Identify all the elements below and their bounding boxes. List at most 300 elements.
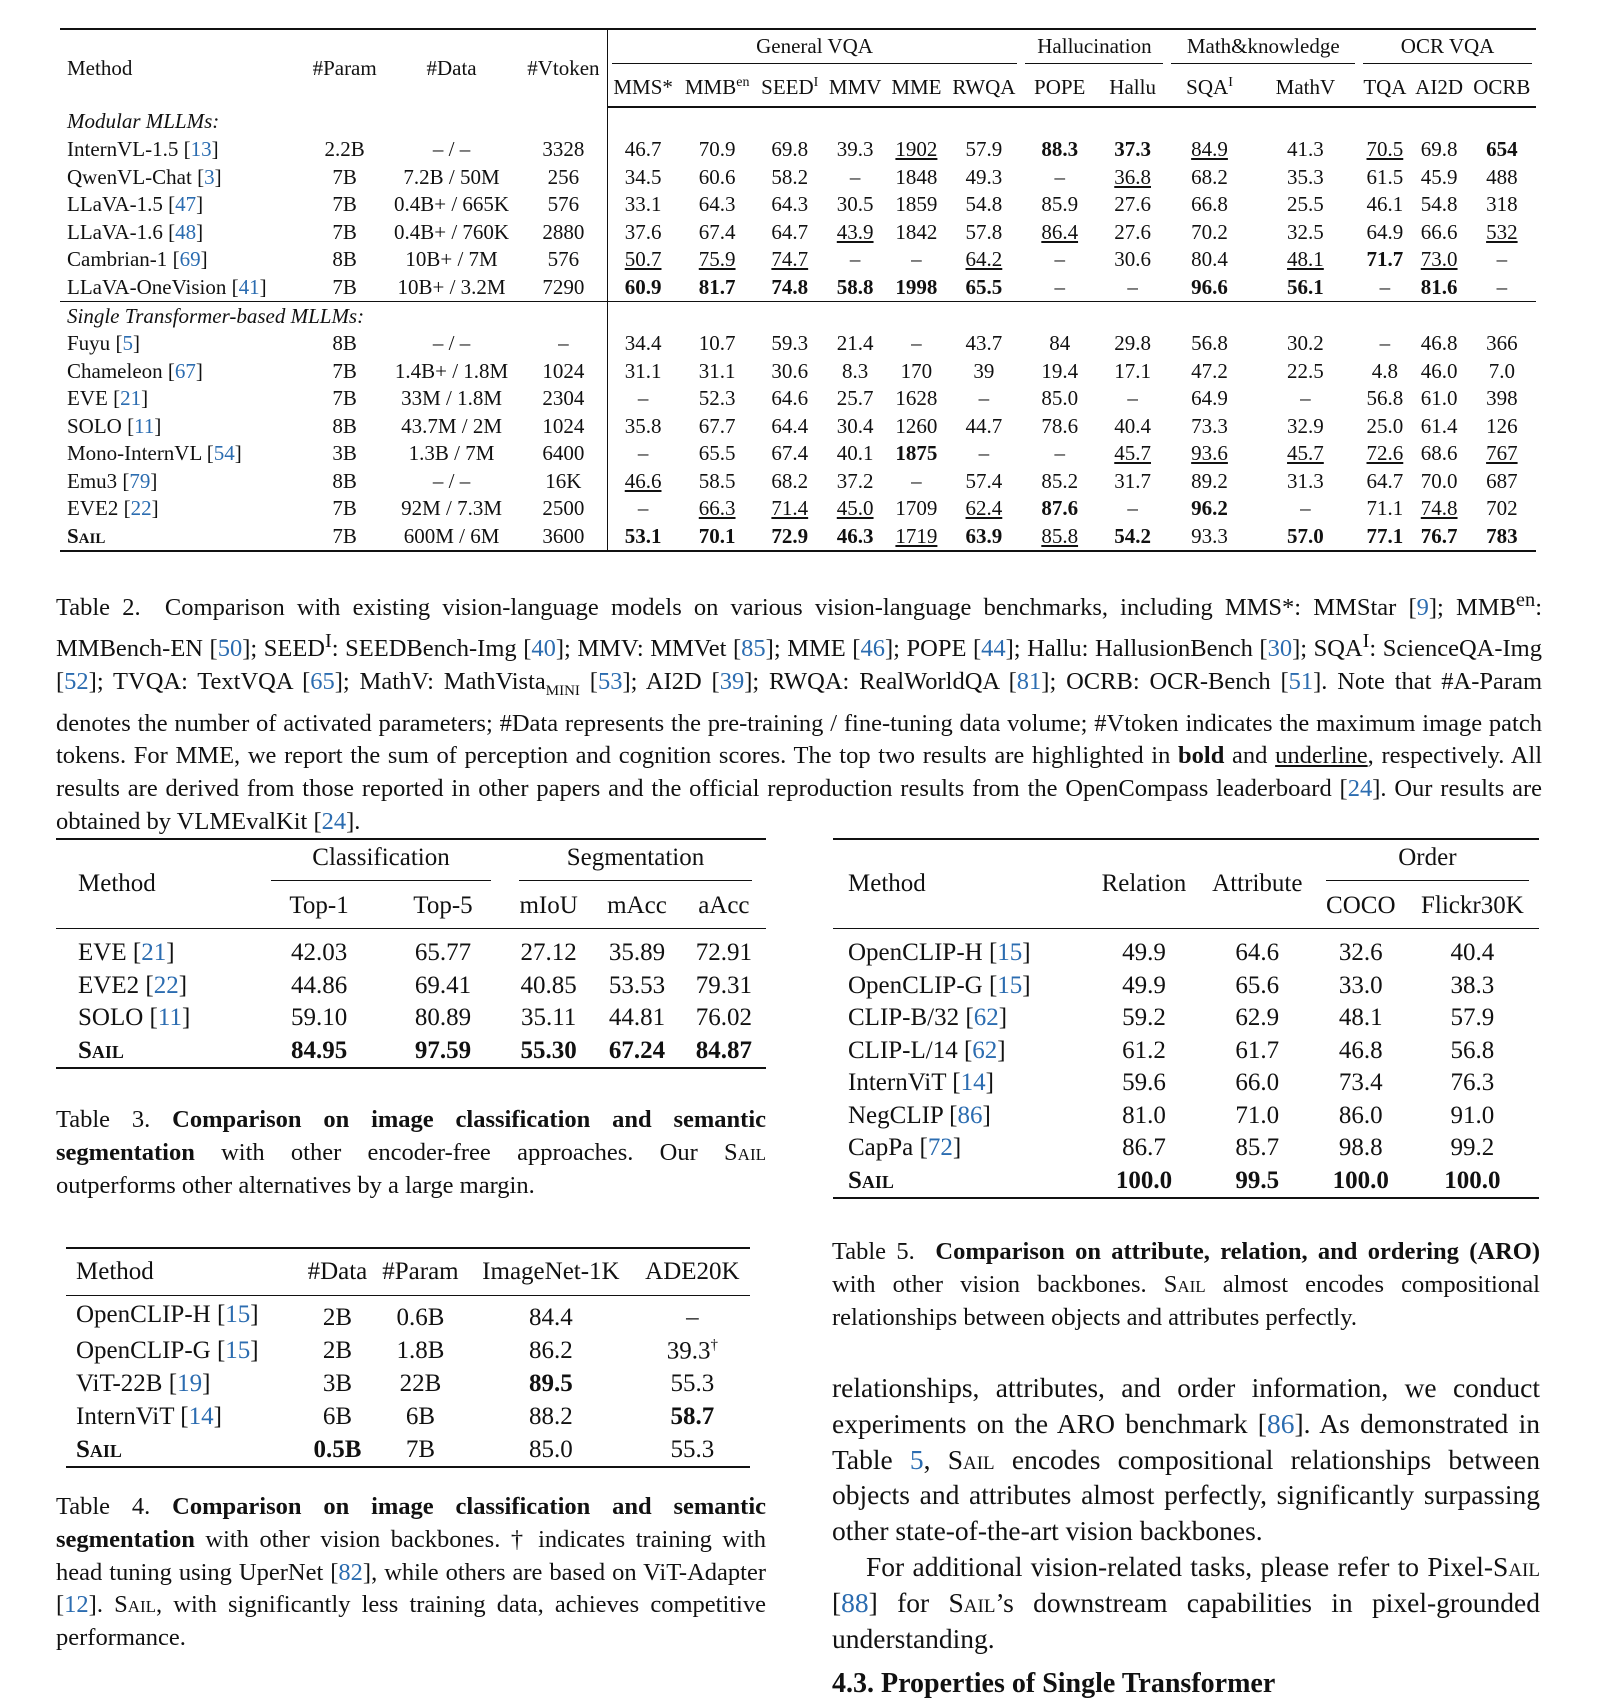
table-4-col-header: #Param (382, 1258, 459, 1285)
table-2-caption: Table 2. Comparison with existing vision-language models on various vision-language benchmarks, including MMS*: MMStar [9]; $MMB^{en}$: MMBench-EN [50]; $SEED^I$: SEEDBench-Img [40]; MMV: MMVet [85]; MME [46]; POPE [44]; Hallu: HallusionBench [30]; $SQA^I$: ScienceQA-Img [52]; TVQA: TextVQA [65]; MathV: MathVista$_{MINI}$ [53]; AI2D [39]; RWQA: RealWorldQA [81]; OCRB: OCR-Bench [51]. Note that #A-Param denotes the number of activated parameters; #Data represents the pre-training / fine-tuning data volume; #Vtoken indicates the maximum image patch tokens. For MME, we report the sum of perception and cognition scores. The top two results are highlighted in bold and underline, respectively. All results are derived from those reported in other papers and the official reproduction results from the OpenCompass leaderboard [24]. Our results are obtained by VLMEvalKit [24]. (56, 589, 1543, 835)
score-cell: 91.0 (1450, 1101, 1495, 1129)
table-2-benchmark-header: MathV (1252, 68, 1359, 107)
score-cell: 84.9 (1191, 137, 1228, 162)
score-cell: 39.3† (666, 1337, 718, 1365)
score-cell: 67.7 (698, 413, 736, 438)
score-cell: 44.86 (290, 971, 348, 999)
table-row (56, 1035, 766, 1069)
model-name: LLaVA-OneVision (67, 274, 232, 299)
score-cell: 61.4 (1420, 413, 1458, 438)
score-cell: – (911, 331, 922, 356)
table-row (60, 523, 1536, 552)
score-cell: 45.0 (836, 496, 874, 521)
score-cell: 45.7 (1287, 441, 1324, 466)
score-cell: 55.3 (670, 1369, 715, 1397)
score-cell: 54.8 (1420, 192, 1458, 217)
method-cell: SOLO [11] (67, 413, 162, 438)
score-cell: 84 (1049, 331, 1071, 356)
model-name: Mono-InternVL (67, 441, 207, 466)
score-cell: 36.8 (1114, 164, 1151, 189)
data-cell: 33M / 1.8M (401, 386, 503, 411)
score-cell: 75.9 (698, 247, 736, 272)
score-cell: 86.7 (1122, 1134, 1166, 1162)
score-cell: 42.03 (290, 939, 348, 967)
section-heading: 4.3. Properties of Single Transformer (832, 1668, 1276, 1699)
method-cell: EVE2 [22] (78, 971, 188, 999)
method-cell: ViT-22B [19] (76, 1369, 211, 1397)
score-cell: 100.0 (1444, 1166, 1501, 1194)
table-2-section-title (60, 107, 1536, 136)
body-paragraph: relationships, attributes, and order information, we conduct experiments on the ARO benchmark [86]. As demonstrated in Table 5, Sail encodes compositional relationships between objects and attributes almost perfectly, significantly surpassing other state-of-the-art vision backbones. (832, 1372, 1541, 1547)
score-cell: 84.95 (290, 1036, 348, 1064)
model-name: Emu3 (67, 468, 123, 493)
score-cell: 88.2 (529, 1402, 573, 1430)
score-cell: 22.5 (1287, 358, 1324, 383)
score-cell: 61.0 (1420, 386, 1458, 411)
model-name: OpenCLIP-H (76, 1301, 217, 1329)
method-cell: Emu3 [79] (67, 468, 158, 493)
method-cell: Cambrian-1 [69] (67, 247, 208, 272)
score-cell: 85.2 (1041, 468, 1079, 493)
table-row (60, 495, 1536, 523)
table-3-header-row-1 (56, 839, 766, 884)
table-3 (56, 838, 766, 1069)
param-cell: 7B (332, 219, 357, 244)
score-cell: 59.2 (1122, 1004, 1166, 1032)
score-cell: 19.4 (1041, 358, 1079, 383)
table-row (60, 330, 1536, 358)
table-row (60, 246, 1536, 274)
score-cell: 85.0 (529, 1435, 573, 1463)
score-cell: 59.6 (1122, 1069, 1166, 1097)
data-cell: 43.7M / 2M (401, 413, 503, 438)
score-cell: 72.91 (695, 939, 752, 967)
table-2-group-header: General VQA (607, 29, 1021, 68)
vtoken-cell: 256 (547, 164, 580, 189)
table-row (833, 1067, 1539, 1100)
score-cell: 57.0 (1252, 523, 1359, 552)
score-cell: 1842 (895, 219, 938, 244)
score-cell: 68.2 (1191, 164, 1228, 189)
score-cell: 54.8 (965, 192, 1003, 217)
score-cell: 88.3 (1041, 137, 1079, 162)
citation: 22 (130, 496, 152, 521)
table-5-col-header: Flickr30K (1421, 892, 1524, 919)
score-cell: 43.7 (965, 331, 1003, 356)
score-cell: 40.4 (1450, 939, 1495, 967)
score-cell: 93.3 (1167, 523, 1251, 552)
table-4-caption: Table 4. Comparison on image classification and semantic segmentation with other vision backbones. † indicates training with head tuning using UperNet [82], while others are based on ViT-Adapter [12]. Sail, with significantly less training data, achieves competitive performance. (56, 1493, 766, 1652)
score-cell: 73.0 (1420, 247, 1458, 272)
model-name: EVE2 (67, 496, 124, 521)
data-cell: 10B+ / 7M (405, 247, 498, 272)
score-cell: 43.9 (836, 219, 874, 244)
table-row (833, 970, 1539, 1003)
score-cell: 72.6 (1366, 441, 1404, 466)
score-cell: 99.2 (1450, 1134, 1495, 1162)
table-5-group-header: Order (1316, 839, 1539, 884)
score-cell: 33.0 (1338, 971, 1383, 999)
score-cell: 60.6 (698, 164, 736, 189)
score-cell: 93.6 (1191, 441, 1228, 466)
score-cell: 63.9 (946, 523, 1021, 552)
score-cell: 56.8 (1191, 331, 1228, 356)
score-cell: 87.6 (1041, 496, 1079, 521)
score-cell: 65.77 (414, 939, 472, 967)
score-cell: 532 (1486, 219, 1518, 244)
score-cell: 70.2 (1191, 219, 1228, 244)
score-cell: 40.1 (836, 441, 874, 466)
score-cell: 687 (1486, 468, 1518, 493)
table-5 (833, 838, 1539, 1199)
model-name: NegCLIP (848, 1101, 950, 1129)
citation: 14 (188, 1402, 214, 1430)
score-cell: 40.4 (1114, 413, 1151, 438)
score-cell: 4.8 (1371, 358, 1399, 383)
score-cell: 6B (322, 1402, 353, 1430)
score-cell: 31.3 (1287, 468, 1324, 493)
table-3-col-header: mIoU (519, 892, 578, 919)
model-name-sail: Sail (76, 1435, 122, 1463)
score-cell: 84.87 (695, 1036, 752, 1064)
table-2-benchmark-header: RWQA (946, 68, 1021, 107)
citation: 14 (960, 1069, 986, 1097)
table-2-col-method: Method (60, 29, 306, 107)
citation: 86 (957, 1101, 983, 1129)
method-cell: CapPa [72] (848, 1134, 962, 1162)
vtoken-cell: 2880 (542, 219, 585, 244)
score-cell: 44.81 (608, 1004, 666, 1032)
score-cell: – (1054, 247, 1065, 272)
param-cell: 3B (332, 441, 357, 466)
score-cell: 85.8 (1021, 523, 1097, 552)
vtoken-cell: 2304 (542, 386, 585, 411)
table-row (56, 929, 766, 970)
citation: 22 (153, 971, 179, 999)
score-cell: 61.7 (1235, 1036, 1280, 1064)
score-cell: 72.9 (756, 523, 824, 552)
score-cell: 1859 (895, 192, 938, 217)
method-cell: InternViT [14] (76, 1402, 222, 1430)
score-cell: 74.8 (771, 274, 809, 299)
score-cell: 46.8 (1338, 1036, 1383, 1064)
table-2-benchmark-header: $SEED^I$ (756, 68, 824, 107)
table-2-benchmark-header: MMV (824, 68, 887, 107)
data-cell: 92M / 7.3M (401, 496, 503, 521)
score-cell: – (1054, 164, 1065, 189)
citation: 48 (175, 219, 197, 244)
citation: 21 (120, 386, 142, 411)
score-cell: – (607, 495, 679, 523)
score-cell: 35.11 (520, 1004, 577, 1032)
table-2-benchmark-header: OCRB (1468, 68, 1536, 107)
table-row (833, 929, 1539, 970)
model-name-sail: Sail (848, 1166, 894, 1194)
score-cell: 45.7 (1114, 441, 1151, 466)
score-cell: 55.30 (520, 1036, 577, 1064)
score-cell: 80.89 (414, 1004, 472, 1032)
param-cell: 7B (332, 386, 357, 411)
table-row (833, 1100, 1539, 1133)
vtoken-cell: 576 (547, 247, 580, 272)
model-name: EVE (78, 939, 133, 967)
citation: 5 (122, 331, 133, 356)
score-cell: 76.3 (1450, 1069, 1495, 1097)
body-paragraph: For additional vision-related tasks, please refer to Pixel-Sail [88] for Sail’s downstream capabilities in pixel-grounded understanding. (832, 1550, 1540, 1654)
vtoken-cell: 3328 (542, 137, 585, 162)
score-cell: 17.1 (1114, 358, 1151, 383)
score-cell: 31.7 (1114, 468, 1151, 493)
score-cell: 46.3 (824, 523, 887, 552)
param-cell: 8B (332, 413, 357, 438)
model-name: LLaVA-1.6 (67, 219, 169, 244)
score-cell: 58.7 (670, 1402, 715, 1430)
score-cell: 10.7 (698, 331, 736, 356)
vtoken-cell: 1024 (542, 413, 585, 438)
score-cell: – (978, 386, 990, 411)
score-cell: 32.5 (1287, 219, 1324, 244)
model-name: CapPa (848, 1134, 920, 1162)
data-cell: 0.4B+ / 665K (394, 192, 510, 217)
score-cell: 1.8B (396, 1337, 445, 1365)
score-cell: 64.4 (771, 413, 809, 438)
param-cell: 7B (332, 496, 357, 521)
method-cell: CLIP-B/32 [62] (848, 1004, 1008, 1032)
table-3-caption: Table 3. Comparison on image classification and semantic segmentation with other encoder-free approaches. Our Sail outperforms other alternatives by a large margin. (56, 1106, 766, 1199)
score-cell: – (978, 441, 990, 466)
score-cell: 57.9 (1450, 1004, 1495, 1032)
table-2-section-title (60, 302, 1536, 331)
method-cell (60, 523, 306, 552)
score-cell: 49.9 (1122, 971, 1166, 999)
table-row (66, 1400, 750, 1433)
score-cell: 71.0 (1235, 1101, 1280, 1129)
score-cell: 98.8 (1338, 1134, 1383, 1162)
method-cell: EVE [21] (67, 386, 149, 411)
table-2-benchmark-header: POPE (1021, 68, 1097, 107)
score-cell: 85.9 (1041, 192, 1079, 217)
citation: 15 (225, 1337, 251, 1365)
model-name: Fuyu (67, 331, 116, 356)
score-cell: – (607, 440, 679, 468)
score-cell: – (1379, 274, 1391, 299)
data-cell: 0.4B+ / 760K (394, 219, 510, 244)
citation: 41 (238, 274, 260, 299)
method-cell: SOLO [11] (78, 1004, 191, 1032)
score-cell: – (1054, 274, 1065, 299)
vtoken-cell: – (558, 331, 569, 356)
score-cell: 32.9 (1287, 413, 1324, 438)
score-cell: 70.0 (1420, 468, 1458, 493)
score-cell: 398 (1486, 386, 1518, 411)
score-cell: 37.2 (836, 468, 874, 493)
score-cell: 170 (900, 358, 933, 383)
citation: 67 (174, 358, 196, 383)
data-cell: 600M / 6M (383, 523, 520, 552)
score-cell: 97.59 (414, 1036, 472, 1064)
score-cell: 69.41 (414, 971, 472, 999)
score-cell: 30.6 (771, 358, 809, 383)
model-name: LLaVA-1.5 (67, 192, 169, 217)
score-cell: 64.6 (1235, 939, 1280, 967)
score-cell: 66.0 (1235, 1069, 1280, 1097)
vtoken-cell: 7290 (542, 274, 585, 299)
param-cell: 8B (332, 247, 357, 272)
score-cell: 64.7 (771, 219, 809, 244)
score-cell: 57.9 (965, 137, 1003, 162)
table-4-col-header: #Data (307, 1258, 368, 1285)
method-cell: Mono-InternVL [54] (67, 441, 242, 466)
score-cell: 96.6 (1191, 274, 1228, 299)
method-cell: NegCLIP [86] (848, 1101, 991, 1129)
method-cell: QwenVL-Chat [3] (67, 164, 222, 189)
table-row (60, 136, 1536, 164)
score-cell: 70.9 (698, 137, 736, 162)
score-cell: 126 (1486, 413, 1518, 438)
table-2-col-vtoken: #Vtoken (520, 29, 607, 107)
score-cell: 64.7 (1366, 468, 1404, 493)
model-name-sail: Sail (67, 523, 106, 548)
model-name: OpenCLIP-G (76, 1337, 217, 1365)
score-cell: 0.6B (396, 1304, 445, 1332)
score-cell: – (607, 385, 679, 413)
score-cell: 77.1 (1359, 523, 1410, 552)
score-cell: 79.31 (695, 971, 752, 999)
score-cell: 64.9 (1191, 386, 1228, 411)
table-row (56, 1002, 766, 1035)
score-cell: 85.7 (1235, 1134, 1280, 1162)
score-cell: 37.6 (607, 219, 679, 247)
citation: 11 (157, 1004, 182, 1032)
data-cell: 1.3B / 7M (408, 441, 495, 466)
score-cell: 70.5 (1366, 137, 1404, 162)
score-cell: 3B (322, 1369, 353, 1397)
score-cell: 56.8 (1366, 386, 1404, 411)
score-cell: 7.0 (1488, 358, 1515, 383)
score-cell: 59.10 (290, 1004, 348, 1032)
table-row (833, 1165, 1539, 1199)
table-5-col-attribute: Attribute (1212, 870, 1303, 897)
score-cell: 62.9 (1235, 1004, 1280, 1032)
data-cell: 7.2B / 50M (403, 164, 500, 189)
score-cell: 74.7 (771, 247, 809, 272)
score-cell: 48.1 (1287, 247, 1324, 272)
score-cell: – (1127, 274, 1138, 299)
score-cell: 7B (405, 1435, 436, 1463)
table-2-benchmark-header: $SQA^I$ (1167, 68, 1251, 107)
score-cell: 53.1 (607, 523, 679, 552)
method-cell: LLaVA-OneVision [41] (67, 274, 267, 299)
score-cell: 62.4 (965, 496, 1003, 521)
score-cell: 45.9 (1420, 164, 1458, 189)
score-cell: 54.2 (1098, 523, 1167, 552)
score-cell: 27.6 (1114, 192, 1151, 217)
score-cell: 64.3 (771, 192, 809, 217)
score-cell: 27.12 (520, 939, 577, 967)
model-name: QwenVL-Chat (67, 164, 198, 189)
model-name: OpenCLIP-G (848, 971, 989, 999)
score-cell: – (1496, 274, 1508, 299)
citation: 54 (213, 441, 235, 466)
score-cell: 68.6 (1420, 441, 1458, 466)
table-2-benchmark-header: $MMB^{en}$ (679, 68, 756, 107)
table-row (60, 191, 1536, 219)
score-cell: 85.0 (1041, 386, 1079, 411)
method-cell: EVE2 [22] (67, 496, 159, 521)
model-name: InternVL-1.5 (67, 137, 184, 162)
score-cell: 38.3 (1450, 971, 1495, 999)
table-3-group-header: Segmentation (505, 839, 766, 884)
score-cell: 783 (1468, 523, 1536, 552)
section-label: Single Transformer-based MLLMs: (60, 302, 607, 331)
table-row (833, 1002, 1539, 1035)
score-cell: 78.6 (1041, 413, 1079, 438)
score-cell: 100.0 (1332, 1166, 1389, 1194)
method-cell (56, 1035, 257, 1069)
score-cell: 366 (1486, 331, 1518, 356)
score-cell: 49.3 (965, 164, 1003, 189)
method-cell: LLaVA-1.6 [48] (67, 219, 204, 244)
citation: 69 (179, 247, 201, 272)
model-name-sail: Sail (78, 1036, 124, 1064)
table-row (60, 274, 1536, 302)
score-cell: 22B (399, 1369, 442, 1397)
method-cell (66, 1433, 301, 1467)
score-cell: 2B (322, 1304, 353, 1332)
score-cell: 86.4 (1041, 219, 1079, 244)
score-cell: – (849, 247, 861, 272)
score-cell: – (1127, 496, 1138, 521)
score-cell: 69.8 (1420, 137, 1458, 162)
score-cell: 68.2 (771, 468, 809, 493)
score-cell: 8.3 (842, 358, 869, 383)
table-row (60, 358, 1536, 386)
table-3-group-header: Classification (257, 839, 505, 884)
score-cell: 56.1 (1287, 274, 1324, 299)
method-cell (833, 1165, 1089, 1199)
score-cell: 702 (1486, 496, 1518, 521)
score-cell: 1719 (886, 523, 946, 552)
score-cell: 44.7 (965, 413, 1003, 438)
table-4-header-row (66, 1248, 750, 1296)
score-cell: 30.5 (836, 192, 874, 217)
vtoken-cell: 1024 (542, 358, 585, 383)
score-cell: 58.5 (698, 468, 736, 493)
param-cell: 8B (332, 468, 357, 493)
citation: 11 (134, 413, 155, 438)
score-cell: 0.5B (313, 1435, 362, 1463)
score-cell: 84.4 (529, 1304, 573, 1332)
score-cell: 71.7 (1366, 247, 1404, 272)
score-cell: 66.8 (1191, 192, 1228, 217)
score-cell: – (911, 468, 922, 493)
dagger-mark: † (710, 1337, 718, 1354)
table-4-col-header: ImageNet-1K (482, 1258, 620, 1285)
score-cell: 59.3 (771, 331, 809, 356)
score-cell: 48.1 (1338, 1004, 1383, 1032)
score-cell: 2B (322, 1337, 353, 1365)
score-cell: 58.8 (836, 274, 874, 299)
score-cell: 55.3 (670, 1435, 715, 1463)
table-row (60, 440, 1536, 468)
score-cell: 65.6 (1235, 971, 1280, 999)
table-4 (66, 1247, 750, 1468)
score-cell: – (1379, 331, 1391, 356)
table-2-benchmark-header: Hallu (1098, 68, 1167, 107)
table-row (833, 1035, 1539, 1068)
score-cell: 40.85 (520, 971, 577, 999)
citation: 47 (175, 192, 197, 217)
